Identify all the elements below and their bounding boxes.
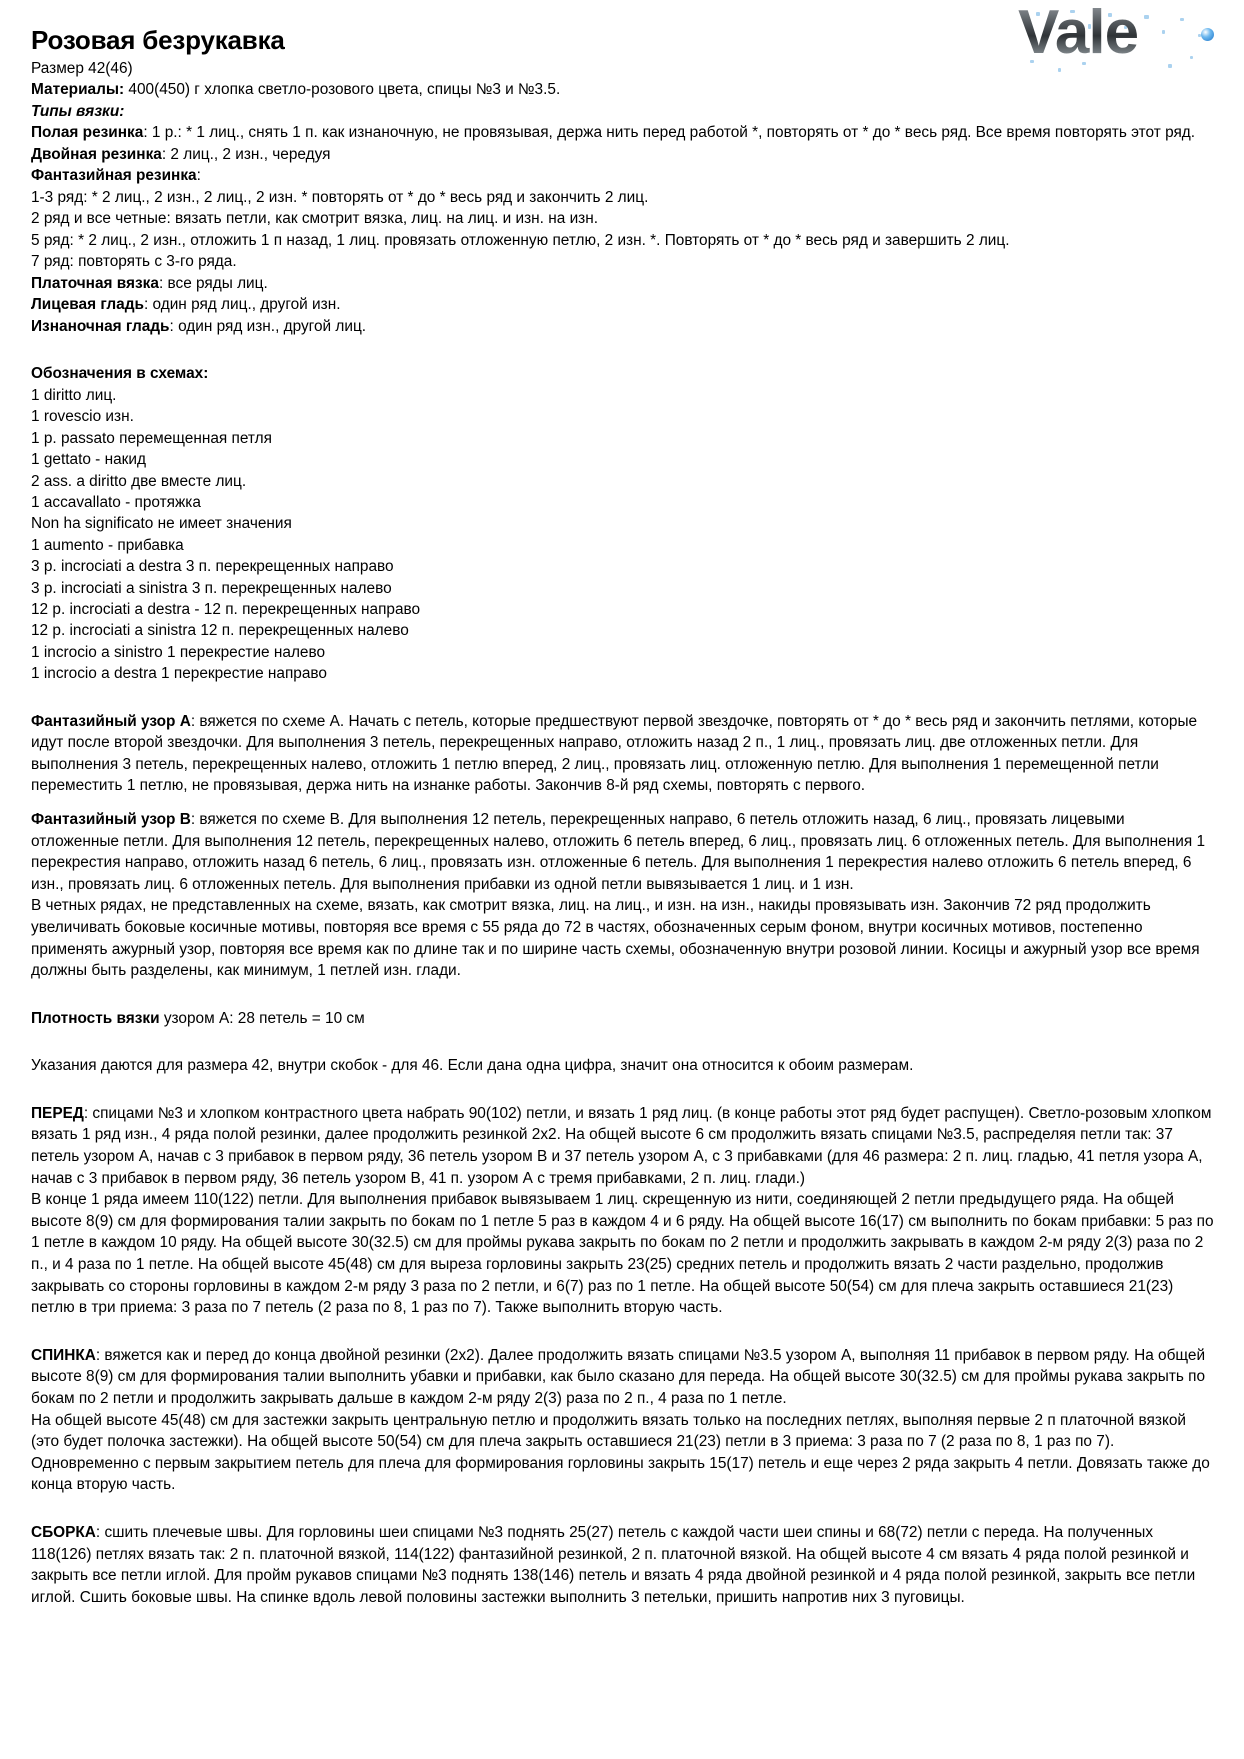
knit-type-text: : xyxy=(196,167,201,185)
pattern-a-paragraph xyxy=(31,711,1214,797)
pattern-b-continuation: В четных рядах, не представленных на схеме, вязать, как смотрит вязка, лиц. на лиц., и изн. на изн., накиды провязывать изн. Закончив 72 ряд продолжить увеличивать боковые косичные мотивы, повторяя все время с 55 ряда до 72 в частях, обозначенных серым фоном, внутри косичных мотивов, постепенно применять ажурный узор, повторяя все время как по длине так и по ширине часть схемы, обозначенную внутри розовой линии. Косицы и ажурный узор все время должны быть разделены, как минимум, 1 петлей изн. глади. xyxy=(31,897,1200,980)
pattern-b-text: : вяжется по схеме В. Для выполнения 12 петель, перекрещенных направо, 6 петель отложить назад, 6 лиц., провязать лицевыми отложенные петли. Для выполнения 12 петель, перекрещенных налево, отложить 6 петель вперед, 6 лиц., провязать лиц. 6 отложенных петель. Для выполнения 1 перекрестия направо, отложить назад 6 петель, 6 лиц., провязать изн. отложенные 6 петель. Для выполнения 1 перекрестия налево отложить 6 петель вперед, 6 изн., провязать лиц. 6 отложенных петель. Для выполнения прибавки из одной петли вывязывается 1 лиц. и 1 изн. xyxy=(31,810,1205,893)
size-line: Размер 42(46) xyxy=(31,59,133,77)
materials-label: Материалы: xyxy=(31,81,125,99)
knit-type-text: : 2 лиц., 2 изн., чередуя xyxy=(161,145,331,163)
materials-value: 400(450) г хлопка светло-розового цвета, спицы №3 и №3.5. xyxy=(124,81,561,99)
logo-wordmark: Vale xyxy=(1018,4,1138,65)
fantasy-rib-row: 2 ряд и все четные: вязать петли, как смотрит вязка, лиц. на лиц. и изн. на изн. xyxy=(31,210,599,228)
front-label: ПЕРЕД xyxy=(31,1104,84,1122)
legend-item: 2 ass. a diritto две вместе лиц. xyxy=(31,472,247,490)
knit-type-label: Фантазийная резинка xyxy=(31,167,197,185)
spacer xyxy=(31,337,1214,363)
logo-dot-icon xyxy=(1201,28,1214,41)
spacer xyxy=(31,1319,1214,1345)
logo-speck xyxy=(1058,68,1061,72)
logo-speck xyxy=(1162,30,1165,34)
knit-type-stockinette xyxy=(31,294,1214,316)
knit-type-reverse-stockinette xyxy=(31,316,1214,338)
vale-logo xyxy=(1012,4,1222,80)
front-paragraph xyxy=(31,1103,1214,1189)
logo-speck xyxy=(1190,56,1193,59)
assembly-paragraph xyxy=(31,1522,1214,1608)
front-paragraph-2: В конце 1 ряда имеем 110(122) петли. Для выполнения прибавок вывязываем 1 лиц. скрещенную из нити, соединяющей 2 петли предыдущего ряда. На общей высоте 8(9) см для формирования талии закрыть по бокам по 1 петле 5 раз в каждом 4 и 6 ряду. На общей высоте 16(17) см выполнить по бокам прибавки: 5 раз по 1 петле в каждом 10 ряду. На общей высоте 30(32.5) см для проймы рукава закрыть по бокам по 2 петли и продолжить закрывать в каждом 2-м ряду 2(3) раза по 2 п., и 4 раза по 1 петле. На общей высоте 45(48) см для выреза горловины закрыть 23(25) средних петель и продолжить вязать 2 части раздельно, продолжив закрывать со стороны горловины в каждом 2-м ряду 3 раза по 2 петли, и 6(7) раз по 1 петле. На общей высоте 50(54) см для плеча закрыть оставшиеся 21(23) петлю в три приема: 3 раза по 7 петель (2 раза по 8, 1 раз по 7). Также выполнить вторую часть. xyxy=(31,1191,1214,1317)
spacer xyxy=(31,1496,1214,1522)
front-text: : спицами №3 и хлопком контрастного цвета набрать 90(102) петли, и вязать 1 ряд лиц. (в конце работы этот ряд будет распущен). Светло-розовым хлопком вязать 1 ряд изн., 4 ряда полой резинки, далее продолжить резинкой 2х2. На общей высоте 6 см продолжить вязать спицами №3.5, распределяя петли так: 37 петель узором А, начав с 3 прибавок в первом ряду, 36 петель узором В и 37 петель узором А, с 3 прибавками (для 46 размера: 2 п. лиц. гладью, 41 петля узора А, начав с 3 прибавок в первом ряду, 36 петель узором В, 41 п. узором А с тремя прибавками, 2 п. лиц. глади.) xyxy=(31,1104,1212,1187)
spacer xyxy=(31,797,1214,809)
fantasy-rib-row: 1-3 ряд: * 2 лиц., 2 изн., 2 лиц., 2 изн. * повторять от * до * весь ряд и закончить 2 лиц. xyxy=(31,188,649,206)
pattern-b-paragraph xyxy=(31,809,1214,895)
legend-item: 1 incrocio a destra 1 перекрестие направо xyxy=(31,665,327,683)
gauge-label: Плотность вязки xyxy=(31,1009,160,1027)
knit-type-fantasy-rib xyxy=(31,165,1214,187)
assembly-label: СБОРКА xyxy=(31,1523,96,1541)
knit-type-garter xyxy=(31,273,1214,295)
logo-speck xyxy=(1144,15,1149,19)
gauge-paragraph xyxy=(31,1008,1214,1030)
fantasy-rib-row: 7 ряд: повторять с 3-го ряда. xyxy=(31,253,237,271)
knit-type-text: : один ряд лиц., другой изн. xyxy=(143,296,341,314)
materials-line xyxy=(31,79,1214,101)
legend-item: 12 p. incrociati a destra - 12 п. перекрещенных направо xyxy=(31,600,421,618)
pattern-a-label: Фантазийный узор А xyxy=(31,712,191,730)
knit-type-label: Лицевая гладь xyxy=(31,296,144,314)
back-label: СПИНКА xyxy=(31,1346,96,1364)
pattern-a-text: : вяжется по схеме А. Начать с петель, которые предшествуют первой звездочке, повторять от * до * весь ряд и закончить петлями, которые идут после второй звездочки. Для выполнения 3 петель, перекрещенных направо, отложить назад 2 п., 1 лиц., провязать лиц. две отложенных петли. Для выполнения 3 петель, перекрещенных налево, отложить 1 петлю вперед, 2 лиц., провязать лиц. отложенную петлю. Для выполнения 1 перемещенной петли переместить 1 петлю, не провязывая, держа нить на изнанке работы. Закончив 8-й ряд схемы, повторять с первого. xyxy=(31,712,1198,795)
knit-type-text: : 1 р.: * 1 лиц., снять 1 п. как изнаночную, не провязывая, держа нить перед работой *, повторять от * до * весь ряд. Все время повторять этот ряд. xyxy=(143,124,1196,142)
assembly-text: : сшить плечевые швы. Для горловины шеи спицами №3 поднять 25(27) петель с каждой части шеи спины и 68(72) петли с переда. На полученных 118(126) петлях вязать так: 2 п. платочной вязкой, 114(122) фантазийной резинкой, 2 п. платочной вязкой. На общей высоте 4 см вязать 4 ряда полой резинкой и закрыть все петли иглой. Для пройм рукавов спицами №3 поднять 138(146) петель и вязать 4 ряда двойной резинкой и 4 ряда полой резинкой, закрыть все петли иглой. Сшить боковые швы. На спинке вдоль левой половины застежки выполнить 3 петельки, пришить напротив них 3 пуговицы. xyxy=(31,1523,1196,1606)
legend-item: 3 p. incrociati a sinistra 3 п. перекрещенных налево xyxy=(31,579,392,597)
legend-item: 1 gettato - накид xyxy=(31,451,146,469)
legend-item: 3 p. incrociati a destra 3 п. перекрещенных направо xyxy=(31,558,394,576)
spacer xyxy=(31,1077,1214,1103)
legend-item: 1 rovescio изн. xyxy=(31,408,134,426)
legend-item: 12 p. incrociati a sinistra 12 п. перекрещенных налево xyxy=(31,622,409,640)
logo-speck xyxy=(1180,18,1184,21)
knit-type-hollow-rib xyxy=(31,122,1214,144)
legend-item: 1 incrocio a sinistro 1 перекрестие налево xyxy=(31,643,326,661)
fantasy-rib-row: 5 ряд: * 2 лиц., 2 изн., отложить 1 п назад, 1 лиц. провязать отложенную петлю, 2 изн. *. Повторять от * до * весь ряд и завершить 2 лиц. xyxy=(31,231,1010,249)
knit-type-label: Изнаночная гладь xyxy=(31,317,170,335)
legend-item: Non ha significato не имеет значения xyxy=(31,515,292,533)
spacer xyxy=(31,685,1214,711)
back-paragraph xyxy=(31,1345,1214,1410)
sizing-note: Указания даются для размера 42, внутри скобок - для 46. Если дана одна цифра, значит она относится к обоим размерам. xyxy=(31,1057,914,1075)
legend-heading: Обозначения в схемах: xyxy=(31,365,209,383)
legend-item: 1 p. passato перемещенная петля xyxy=(31,429,272,447)
knit-types-heading: Типы вязки: xyxy=(31,102,125,120)
pattern-b-label: Фантазийный узор В xyxy=(31,810,191,828)
page-title: Розовая безрукавка xyxy=(31,25,285,55)
knit-type-text: : все ряды лиц. xyxy=(158,274,268,292)
knit-type-text: : один ряд изн., другой лиц. xyxy=(169,317,367,335)
knit-type-double-rib xyxy=(31,144,1214,166)
legend-item: 1 aumento - прибавка xyxy=(31,536,184,554)
spacer xyxy=(31,982,1214,1008)
spacer xyxy=(31,1029,1214,1055)
back-text: : вяжется как и перед до конца двойной резинки (2х2). Далее продолжить вязать спицами №3.5 узором А, выполняя 11 прибавок в первом ряду. На общей высоте 8(9) см для формирования талии выполнить убавки и прибавки, как было сказано для переда. На общей высоте 30(32.5) см для проймы рукава закрыть по бокам по 2 петли и продолжить закрывать дальше в каждом 2-м ряду 2(3) раза по 2 п., 4 раза по 1 петле. xyxy=(31,1346,1206,1408)
back-paragraph-2: На общей высоте 45(48) см для застежки закрыть центральную петлю и продолжить вязать только на последних петлях, выполняя первые 2 п платочной вязкой (это будет полочка застежки). На общей высоте 50(54) см для плеча закрыть оставшиеся 21(23) петли в 3 приема: 3 раза по 7 (2 раза по 8, 1 раз по 7). Одновременно с первым закрытием петель для плеча для формирования горловины закрыть 15(17) петель и еще через 2 ряда закрыть 4 петли. Довязать также до конца вторую часть. xyxy=(31,1411,1210,1494)
knit-type-label: Двойная резинка xyxy=(31,145,162,163)
legend-item: 1 diritto лиц. xyxy=(31,386,117,404)
knit-type-label: Платочная вязка xyxy=(31,274,159,292)
logo-speck xyxy=(1168,64,1172,68)
knit-type-label: Полая резинка xyxy=(31,124,144,142)
gauge-text: узором А: 28 петель = 10 см xyxy=(159,1009,365,1027)
legend-item: 1 accavallato - протяжка xyxy=(31,493,201,511)
